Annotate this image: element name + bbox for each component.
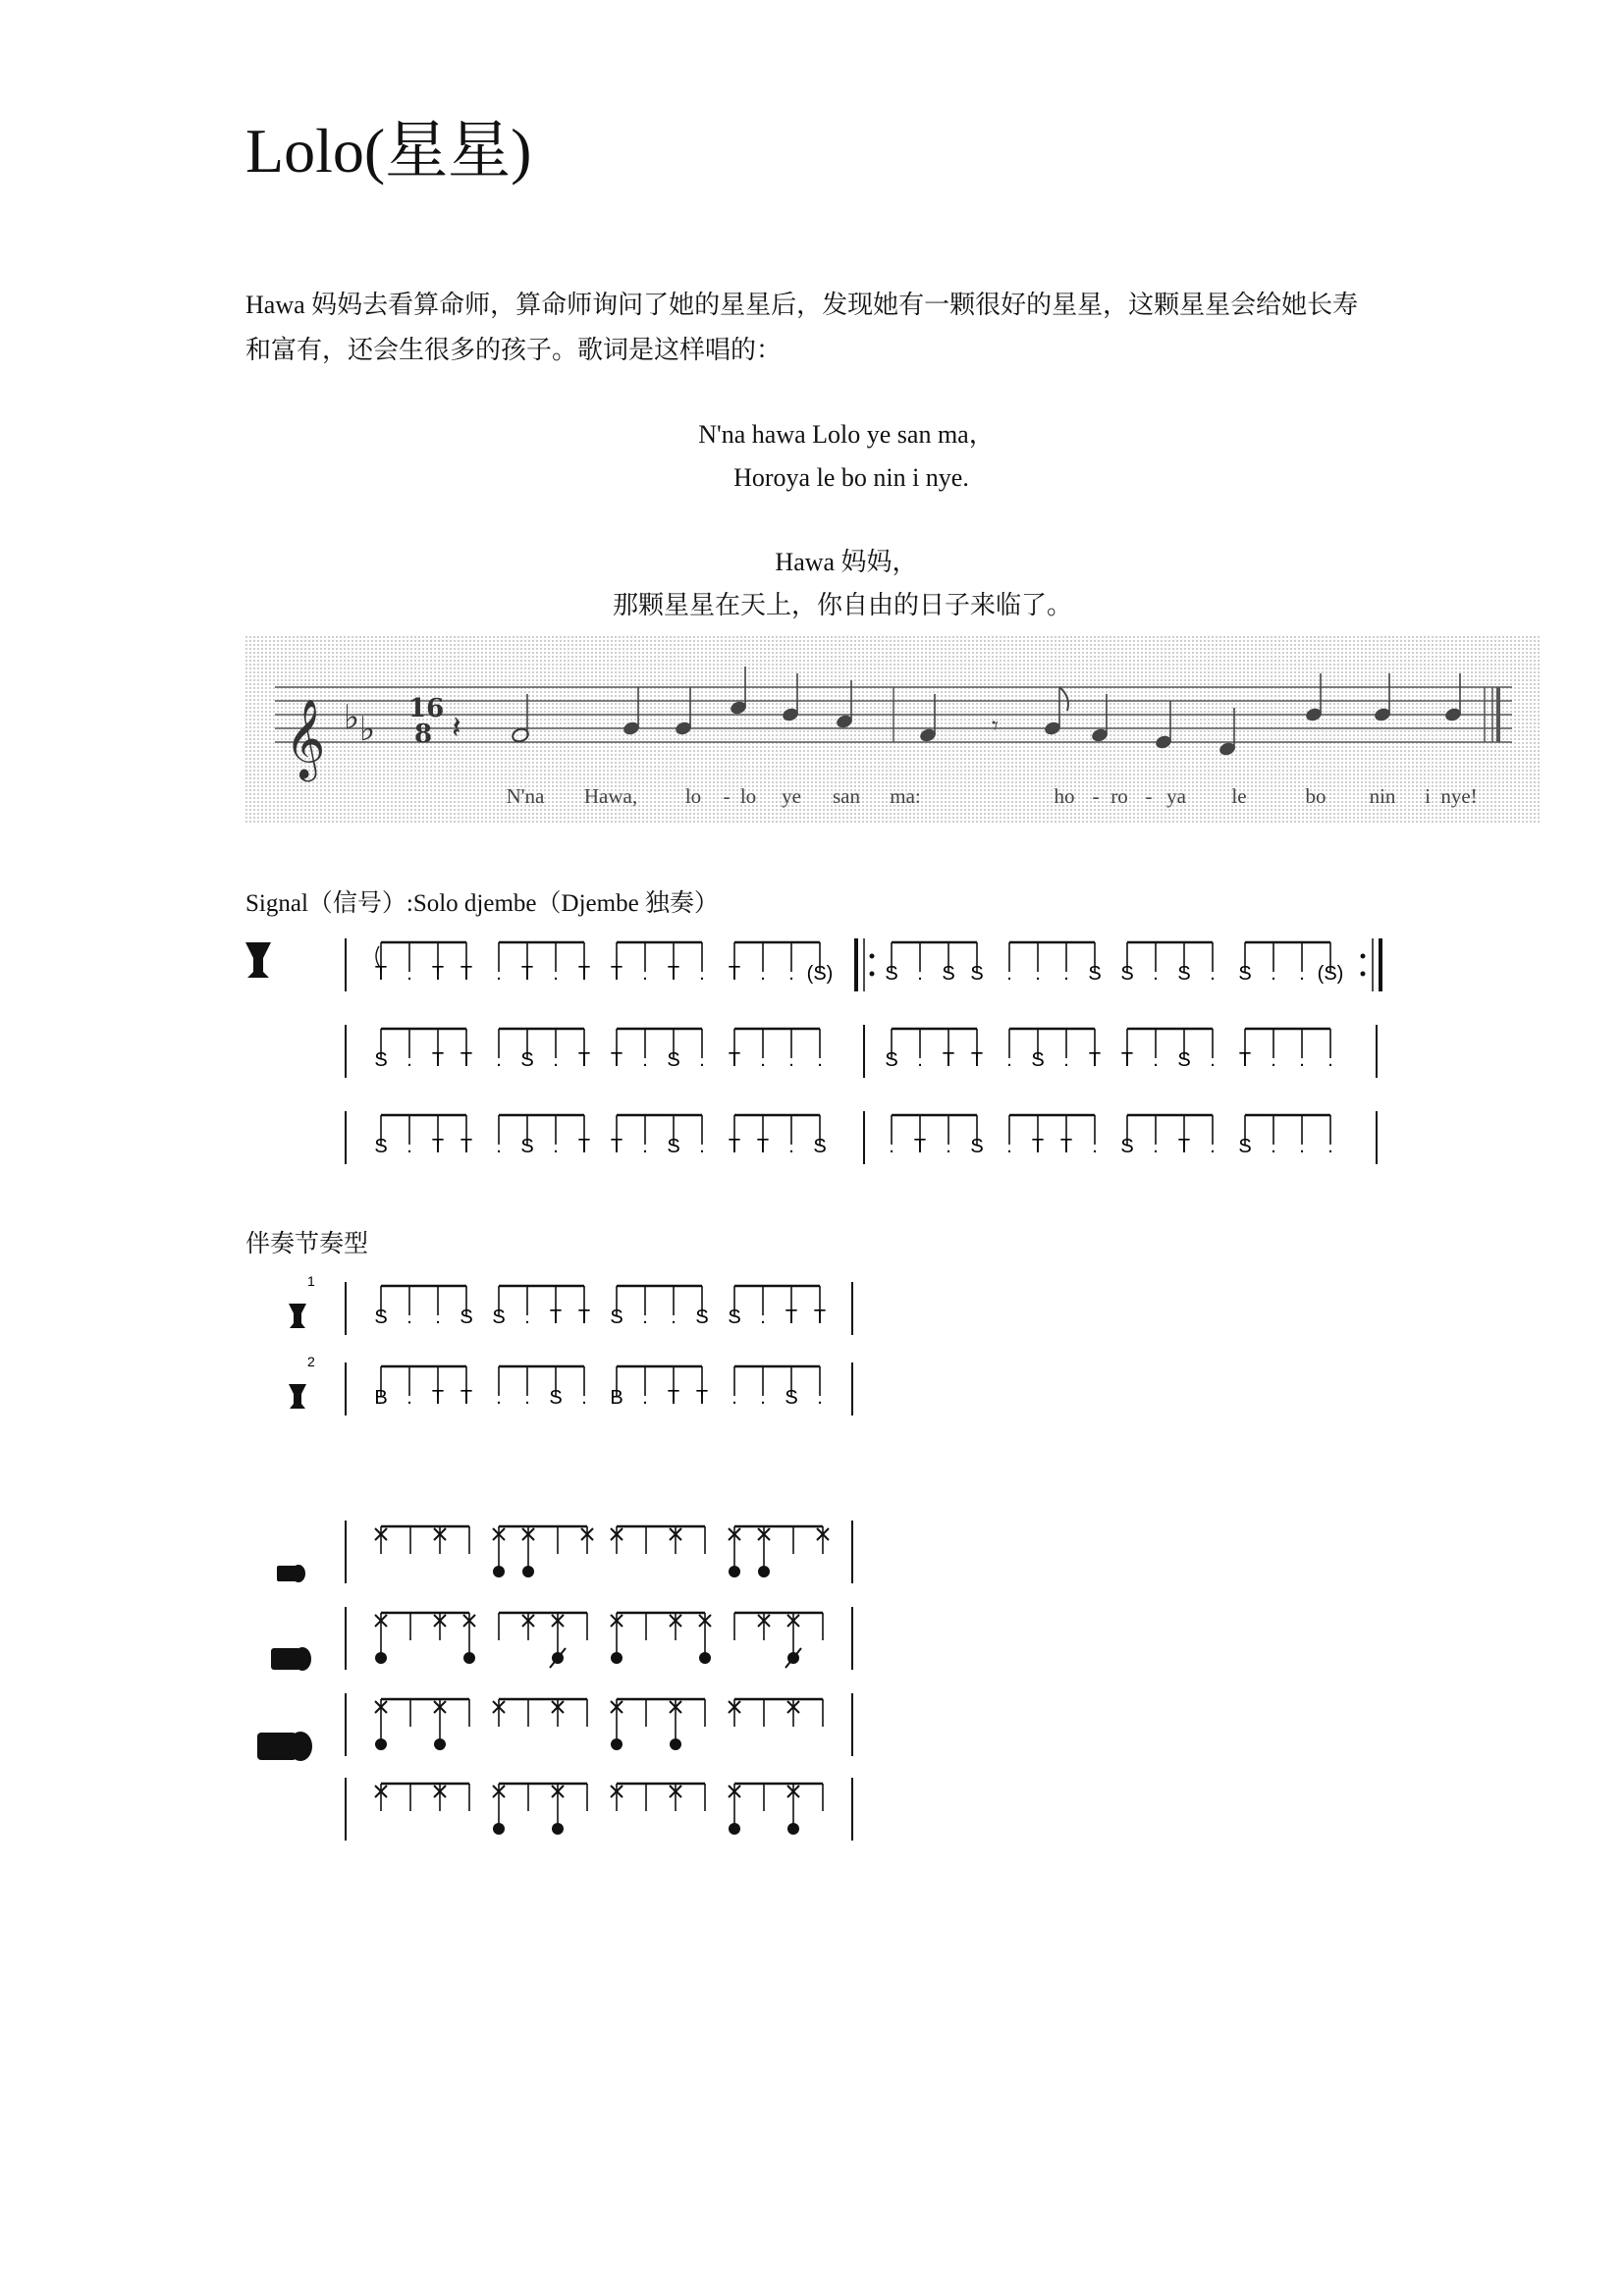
lyric-syllable: san (833, 784, 860, 808)
stroke-symbol: S (1177, 1049, 1191, 1071)
stroke-symbol: . (788, 963, 794, 985)
stroke-symbol: . (1210, 1049, 1216, 1071)
stroke-symbol: S (1088, 963, 1102, 985)
stroke-symbol: T (610, 1049, 623, 1071)
stroke-symbol: B (610, 1387, 623, 1409)
beat-group (885, 942, 983, 985)
stroke-symbol: . (496, 963, 502, 985)
stroke-symbol: S (1177, 963, 1191, 985)
stroke-symbol: . (1063, 963, 1069, 985)
stroke-symbol: T (460, 1136, 473, 1157)
beat-group (611, 942, 705, 985)
stroke-symbol: . (1035, 963, 1041, 985)
stroke-symbol: . (642, 963, 648, 985)
stroke-symbol: T (1059, 1136, 1073, 1157)
lyric-syllable: nye! (1440, 784, 1478, 808)
beat-group (374, 1115, 472, 1157)
drum-hit (670, 1738, 681, 1750)
quarter-rest: 𝄽 (452, 709, 461, 746)
accompaniment-section-label: 伴奏节奏型 (245, 1231, 369, 1257)
lyric-syllable: N'na (506, 784, 545, 808)
stroke-symbol: S (520, 1049, 534, 1071)
stroke-symbol: T (374, 963, 388, 985)
stroke-symbol: S (885, 963, 898, 985)
intro-paragraph-line-2: 和富有，还会生很多的孩子。歌词是这样唱的： (245, 336, 783, 364)
drum-hit (375, 1652, 387, 1664)
stroke-symbol: T (728, 963, 741, 985)
stroke-symbol: . (496, 1387, 502, 1409)
signal-section-label: Signal（信号）:Solo djembe（Djembe 独奏） (245, 890, 719, 917)
stroke-symbol: . (406, 1136, 412, 1157)
stroke-symbol: T (1088, 1049, 1102, 1071)
stroke-symbol: S (1238, 1136, 1252, 1157)
stroke-symbol: T (520, 963, 534, 985)
beat-group (496, 942, 590, 985)
stroke-symbol: T (756, 1136, 770, 1157)
melody-score (245, 636, 1542, 823)
stroke-symbol: S (1120, 963, 1134, 985)
lyric-original-line-2: Horoya le bo nin i nye. (733, 463, 969, 492)
stroke-symbol: T (431, 1136, 445, 1157)
beat-group (496, 1029, 590, 1071)
lyric-syllable: bo (1305, 784, 1326, 808)
lyric-original-line-1: N'na hawa Lolo ye san ma， (698, 420, 995, 449)
stroke-symbol: T (728, 1049, 741, 1071)
beat-group (729, 1115, 827, 1157)
stroke-symbol: T (431, 1049, 445, 1071)
stroke-symbol: T (942, 1049, 955, 1071)
stroke-symbol: . (1299, 1136, 1305, 1157)
stroke-symbol: (S) (806, 963, 834, 985)
lyric-syllable: lo (684, 784, 702, 808)
dundun-row (346, 1693, 852, 1756)
beat-group (610, 1366, 708, 1409)
stroke-symbol: . (1327, 1136, 1333, 1157)
stroke-symbol: . (524, 1387, 530, 1409)
stroke-symbol: T (610, 1136, 623, 1157)
stroke-symbol: . (1153, 1049, 1159, 1071)
djembe-part-number-2: 2 (307, 1354, 315, 1369)
stroke-symbol: T (1238, 1049, 1252, 1071)
drum-hit (522, 1566, 534, 1577)
stroke-symbol: S (374, 1136, 388, 1157)
stroke-symbol: . (699, 963, 705, 985)
stroke-symbol: . (642, 1307, 648, 1328)
stroke-symbol: . (1210, 1136, 1216, 1157)
accompaniment-row (346, 1362, 852, 1415)
stroke-symbol: T (577, 1049, 591, 1071)
stroke-symbol: . (496, 1049, 502, 1071)
signal-row (346, 1025, 1377, 1078)
lyric-syllable: ye (782, 784, 801, 808)
stroke-symbol: . (917, 1049, 923, 1071)
stroke-symbol: T (431, 1387, 445, 1409)
drum-hit (611, 1652, 623, 1664)
stroke-symbol: T (728, 1136, 741, 1157)
stroke-symbol: . (1006, 1049, 1012, 1071)
stroke-symbol: T (695, 1387, 709, 1409)
svg-text:♭: ♭ (344, 698, 360, 737)
stroke-symbol: . (642, 1387, 648, 1409)
stroke-symbol: . (817, 1049, 823, 1071)
stroke-symbol: . (553, 1136, 559, 1157)
stroke-symbol: S (728, 1307, 741, 1328)
stroke-symbol: S (460, 1307, 473, 1328)
stroke-symbol: . (788, 1049, 794, 1071)
stroke-symbol: . (817, 1387, 823, 1409)
page-title: Lolo(星星) (245, 116, 532, 186)
dundun-row (346, 1521, 852, 1583)
stroke-symbol: S (667, 1136, 680, 1157)
beat-group (374, 1286, 472, 1328)
djembe-part-number-1: 1 (307, 1273, 315, 1289)
stroke-symbol: . (406, 1387, 412, 1409)
stroke-symbol: T (667, 963, 680, 985)
stroke-symbol: T (610, 963, 623, 985)
dundunba-icon (257, 1732, 312, 1761)
stroke-symbol: . (699, 1136, 705, 1157)
stroke-symbol: . (699, 1049, 705, 1071)
stroke-symbol: . (671, 1307, 677, 1328)
svg-text:♭: ♭ (359, 710, 376, 749)
lyric-syllable: - (723, 784, 731, 808)
sangban-icon (271, 1647, 311, 1671)
stroke-symbol: . (1271, 963, 1276, 985)
drum-hit (552, 1823, 564, 1835)
stroke-symbol: S (695, 1307, 709, 1328)
beat-group (729, 1029, 823, 1071)
stroke-symbol: . (1063, 1049, 1069, 1071)
stroke-symbol: T (1031, 1136, 1045, 1157)
stroke-symbol: T (577, 1307, 591, 1328)
beat-group (889, 1115, 983, 1157)
stroke-symbol: . (1327, 1049, 1333, 1071)
lyric-syllable: - (1092, 784, 1100, 808)
stroke-symbol: . (406, 1049, 412, 1071)
beat-group (496, 1366, 587, 1409)
stroke-symbol: . (760, 1307, 766, 1328)
stroke-symbol: S (785, 1387, 798, 1409)
time-signature-top: 16 (408, 694, 445, 723)
stroke-symbol: . (760, 963, 766, 985)
stroke-symbol: . (889, 1136, 894, 1157)
lyric-syllable: ro (1110, 784, 1128, 808)
stroke-symbol: S (885, 1049, 898, 1071)
stroke-symbol: S (520, 1136, 534, 1157)
stroke-symbol: T (549, 1307, 563, 1328)
beat-group (375, 942, 472, 985)
dundun-notation (236, 1517, 923, 1870)
dundun-row (346, 1778, 852, 1841)
drum-hit (699, 1652, 711, 1664)
lyric-syllable: ya (1166, 784, 1186, 808)
beat-group (1238, 942, 1343, 985)
lyric-syllable: ma: (890, 784, 921, 808)
stroke-symbol: S (492, 1307, 506, 1328)
beat-group (1120, 942, 1215, 985)
stroke-symbol: S (1238, 963, 1252, 985)
stroke-symbol: S (813, 1136, 827, 1157)
stroke-symbol: . (524, 1307, 530, 1328)
djembe-icon (289, 1304, 306, 1328)
beat-group (611, 1115, 705, 1157)
kenkeni-icon (277, 1565, 305, 1582)
stroke-symbol: . (496, 1136, 502, 1157)
stroke-symbol: . (1299, 963, 1305, 985)
lyric-syllable: - (1145, 784, 1153, 808)
beat-group (731, 1366, 823, 1409)
beat-group (611, 1029, 705, 1071)
lyric-syllable: le (1231, 784, 1247, 808)
beat-group (496, 1115, 590, 1157)
drum-hit (375, 1738, 387, 1750)
drum-hit (758, 1566, 770, 1577)
beat-group (374, 1029, 472, 1071)
drum-hit (611, 1738, 623, 1750)
stroke-symbol: . (642, 1136, 648, 1157)
stroke-symbol: T (813, 1307, 827, 1328)
stroke-symbol: S (970, 1136, 984, 1157)
stroke-symbol: T (667, 1387, 680, 1409)
stroke-symbol: . (731, 1387, 737, 1409)
stroke-symbol: . (435, 1307, 441, 1328)
lyric-translation-line-1: Hawa 妈妈， (775, 548, 918, 576)
beat-group (885, 1029, 983, 1071)
stroke-symbol: S (942, 963, 955, 985)
stroke-symbol: T (431, 963, 445, 985)
repeat-end (1361, 954, 1366, 959)
stroke-symbol: S (970, 963, 984, 985)
drum-hit (493, 1566, 505, 1577)
drum-hit (493, 1823, 505, 1835)
lyric-syllable: nin (1369, 784, 1396, 808)
accompaniment-djembe-notation (236, 1266, 923, 1433)
stroke-symbol: . (553, 963, 559, 985)
stroke-symbol: T (1120, 1049, 1134, 1071)
stroke-symbol: S (374, 1049, 388, 1071)
stroke-symbol: . (642, 1049, 648, 1071)
stroke-symbol: . (553, 1049, 559, 1071)
stroke-symbol: . (917, 963, 923, 985)
stroke-symbol: S (374, 1307, 388, 1328)
beat-group (492, 1286, 590, 1328)
stroke-symbol: . (1006, 1136, 1012, 1157)
beat-group (610, 1286, 708, 1328)
lyric-syllable: lo (739, 784, 757, 808)
time-signature-bottom: 8 (414, 720, 433, 749)
beat-group (1006, 1115, 1098, 1157)
stroke-symbol: T (460, 1049, 473, 1071)
dundun-row (346, 1607, 852, 1670)
stroke-symbol: . (1271, 1049, 1276, 1071)
stroke-symbol: . (1006, 963, 1012, 985)
djembe-icon (245, 942, 271, 978)
stroke-symbol: T (460, 1387, 473, 1409)
stroke-symbol: . (581, 1387, 587, 1409)
drum-hit (434, 1738, 446, 1750)
stroke-symbol: B (374, 1387, 388, 1409)
beat-group (1120, 1115, 1215, 1157)
stroke-symbol: T (577, 1136, 591, 1157)
accompaniment-row (346, 1282, 852, 1335)
lyric-translation-line-2: 那颗星星在天上，你自由的日子来临了。 (612, 591, 1072, 619)
drum-hit (729, 1566, 740, 1577)
stroke-symbol: . (1271, 1136, 1276, 1157)
signal-notation (236, 933, 1434, 1178)
djembe-icon (289, 1384, 306, 1409)
beat-group (1239, 1029, 1333, 1071)
signal-row (346, 1111, 1377, 1164)
intro-paragraph-line-1: Hawa 妈妈去看算命师，算命师询问了她的星星后，发现她有一颗很好的星星，这颗星星会给她长寿 (245, 291, 1359, 319)
beat-group (374, 1366, 472, 1409)
beat-group (729, 942, 833, 985)
stroke-symbol: S (1120, 1136, 1134, 1157)
stroke-symbol: . (788, 1136, 794, 1157)
beat-group (1238, 1115, 1332, 1157)
drum-hit (787, 1823, 799, 1835)
stroke-symbol: . (1153, 963, 1159, 985)
stroke-symbol: T (1177, 1136, 1191, 1157)
lyric-syllable: i (1425, 784, 1431, 808)
stroke-symbol: T (460, 963, 473, 985)
stroke-symbol: (S) (1317, 963, 1344, 985)
beat-group (1006, 1029, 1101, 1071)
stroke-symbol: S (549, 1387, 563, 1409)
beat-group (728, 1286, 826, 1328)
beat-group (1006, 942, 1101, 985)
drum-hit (729, 1823, 740, 1835)
signal-row (346, 938, 1380, 991)
lyric-syllable: ho (1054, 784, 1075, 808)
stroke-symbol: . (406, 1307, 412, 1328)
stroke-symbol: . (760, 1387, 766, 1409)
stroke-symbol: S (610, 1307, 623, 1328)
stroke-symbol: . (760, 1049, 766, 1071)
stroke-symbol: . (1153, 1136, 1159, 1157)
stroke-symbol: T (577, 963, 591, 985)
stroke-symbol: . (946, 1136, 951, 1157)
drum-hit (463, 1652, 475, 1664)
stroke-symbol: . (406, 963, 412, 985)
eighth-rest: 𝄾 (992, 712, 999, 741)
lyric-syllable: Hawa, (583, 784, 638, 808)
stroke-symbol: S (1031, 1049, 1045, 1071)
stroke-symbol: T (970, 1049, 984, 1071)
stroke-symbol: . (1210, 963, 1216, 985)
stroke-symbol: T (913, 1136, 927, 1157)
stroke-symbol: T (785, 1307, 798, 1328)
stroke-symbol: S (667, 1049, 680, 1071)
stroke-symbol: . (1299, 1049, 1305, 1071)
treble-clef-icon (285, 698, 325, 781)
stroke-symbol: . (1092, 1136, 1098, 1157)
svg-text:𝄞: 𝄞 (285, 698, 326, 778)
beat-group (1121, 1029, 1216, 1071)
